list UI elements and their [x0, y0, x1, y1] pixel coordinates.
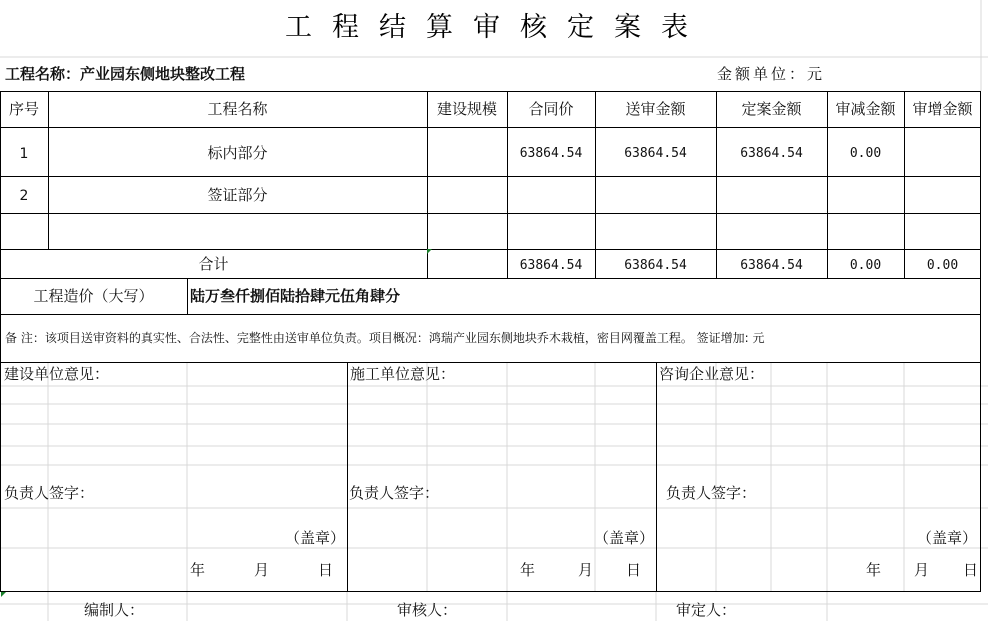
cell-comment-marker — [1, 592, 6, 597]
amount-unit: 金额单位：元 — [717, 65, 826, 83]
sign-label: 负责人签字： — [666, 484, 757, 502]
approver-label: 审定人： — [676, 601, 737, 619]
total-approved: 63864.54 — [740, 258, 803, 273]
row-reduced: 0.00 — [849, 146, 882, 161]
opinion-label: 咨询企业意见： — [659, 365, 765, 383]
row-no: 2 — [19, 188, 29, 204]
opinion-label: 建设单位意见： — [4, 365, 110, 383]
row-name: 签证部分 — [207, 186, 268, 204]
opinion-label: 施工单位意见： — [350, 365, 456, 383]
date-day: 日 — [626, 561, 642, 579]
seal-label: （盖章） — [917, 529, 978, 547]
date-day: 日 — [963, 561, 979, 579]
row-approved: 63864.54 — [740, 146, 803, 161]
page-title: 工程结算审核定案表 — [285, 12, 708, 43]
date-month: 月 — [254, 561, 270, 579]
date-month: 月 — [578, 561, 594, 579]
reviewer-label: 审核人： — [397, 601, 458, 619]
seal-label: （盖章） — [285, 529, 346, 547]
row-submitted: 63864.54 — [624, 146, 687, 161]
cost-caps-label: 工程造价（大写） — [33, 287, 154, 305]
date-year: 年 — [190, 561, 206, 579]
col-header-approved: 定案金额 — [741, 100, 802, 118]
date-year: 年 — [520, 561, 536, 579]
compiler-label: 编制人： — [84, 601, 145, 619]
date-month: 月 — [914, 561, 930, 579]
total-increased: 0.00 — [926, 258, 959, 273]
row-name: 标内部分 — [207, 144, 268, 162]
total-label: 合计 — [198, 255, 229, 273]
project-name: 工程名称：产业园东侧地块整改工程 — [5, 65, 246, 83]
col-header-name: 工程名称 — [207, 100, 268, 118]
col-header-reduced: 审减金额 — [835, 100, 896, 118]
col-header-no: 序号 — [8, 100, 39, 118]
col-header-scale: 建设规模 — [436, 100, 497, 118]
col-header-submitted: 送审金额 — [625, 100, 686, 118]
col-header-contract: 合同价 — [528, 100, 574, 118]
row-no: 1 — [19, 146, 29, 162]
seal-label: （盖章） — [594, 529, 655, 547]
sign-label: 负责人签字： — [349, 484, 440, 502]
total-contract: 63864.54 — [519, 258, 583, 273]
cell-comment-marker — [427, 249, 432, 254]
total-submitted: 63864.54 — [624, 258, 687, 273]
total-reduced: 0.00 — [849, 258, 882, 273]
sign-label: 负责人签字： — [4, 484, 95, 502]
date-year: 年 — [866, 561, 882, 579]
remark: 备 注：该项目送审资料的真实性、合法性、完整性由送审单位负责。项目概况：鸿瑞产业园东侧地块乔木栽植，密目网覆盖工程。 签证增加: 元 — [5, 331, 765, 345]
date-day: 日 — [318, 561, 334, 579]
row-contract: 63864.54 — [519, 146, 583, 161]
col-header-increased: 审增金额 — [912, 100, 973, 118]
cost-caps-value: 陆万叁仟捌佰陆拾肆元伍角肆分 — [190, 287, 401, 305]
